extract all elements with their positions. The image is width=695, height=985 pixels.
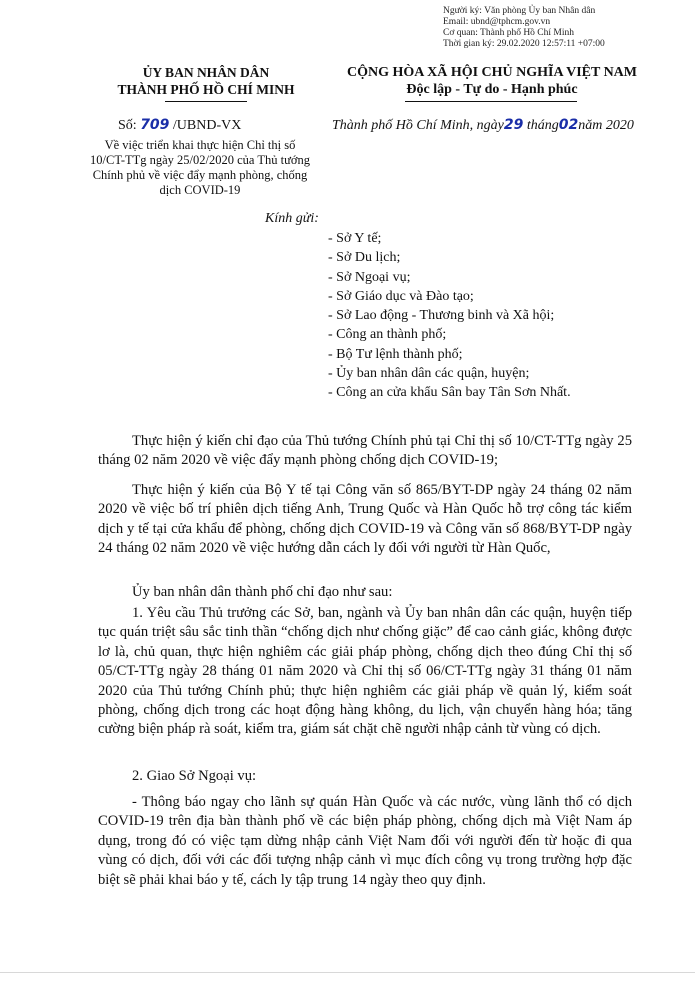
paragraph-item-2-heading	[98, 767, 632, 786]
date-prefix: Thành phố Hồ Chí Minh, ngày	[332, 118, 504, 133]
date-month-word: tháng	[526, 118, 559, 133]
doc-number-handwritten: 709	[140, 117, 170, 133]
date-day-handwritten: 29	[503, 117, 524, 133]
document-subject	[45, 138, 355, 198]
subject-line: Chính phủ về việc đẩy mạnh phòng, chống	[92, 168, 308, 182]
issuer-header	[88, 64, 324, 98]
recipient-item: - Sở Lao động - Thương binh và Xã hội;	[328, 308, 555, 324]
page-bottom-divider	[0, 972, 695, 973]
recipient-item: - Sở Y tế;	[328, 231, 382, 246]
national-title: CỘNG HÒA XÃ HỘI CHỦ NGHĨA VIỆT NAM	[346, 65, 637, 80]
recipient-item: - Công an cửa khẩu Sân bay Tân Sơn Nhất.	[328, 385, 571, 401]
body-paragraph: Thực hiện ý kiến của Bộ Y tế tại Công văn số 865/BYT-DP ngày 24 tháng 02 năm 2020 về việc bố trí phiên dịch tiếng Anh, Trung Quốc và Hàn Quốc hỗ trợ công tác kiểm dịch y tế tại cửa khẩu để phòng, chống dịch COVID-19 và Công văn số 868/BYT-DP ngày 24 tháng 02 năm 2020 về việc hướng dẫn cách ly đối với người từ Hàn Quốc,	[98, 482, 632, 557]
doc-number-prefix: Số:	[118, 118, 137, 133]
signer-agency: Cơ quan: Thành phố Hồ Chí Minh	[443, 28, 574, 38]
greeting: Kính gửi:	[265, 211, 319, 226]
paragraph-directive-basis	[98, 432, 632, 471]
date-month-handwritten: 02	[558, 117, 579, 133]
body-paragraph: 1. Yêu cầu Thủ trưởng các Sở, ban, ngành và Ủy ban nhân dân các quận, huyện tiếp tục quán triệt sâu sắc tinh thần “chống dịch như chống giặc” để cao cảnh giác, không được lơ là, chủ quan, thực hiện nghiêm các giải pháp phòng, chống dịch theo đúng Chỉ thị số 05/CT-TTg ngày 28 tháng 01 năm 2020 và Chỉ thị số 06/CT-TTg ngày 31 tháng 01 năm 2020 của Thủ tướng Chính phủ; thực hiện nghiêm các giải pháp về quản lý, kiểm soát phòng, chống dịch trong các hoạt động hàng không, du lịch, vận chuyển hàng hóa; tăng cường biện pháp rà soát, kiểm tra, giám sát chặt chẽ người nhập cảnh từ vùng có dịch.	[98, 605, 632, 738]
subject-line: Về việc triển khai thực hiện Chỉ thị số	[104, 138, 296, 152]
issue-date	[332, 117, 634, 134]
paragraph-item-1	[98, 604, 632, 740]
subject-line: 10/CT-TTg ngày 25/02/2020 của Thủ tướng	[90, 153, 310, 167]
issuer-line-2: THÀNH PHỐ HỒ CHÍ MINH	[117, 82, 295, 97]
recipient-item: - Sở Du lịch;	[328, 250, 401, 266]
issuer-underline	[165, 101, 247, 102]
motto-underline	[405, 101, 577, 102]
body-paragraph: - Thông báo ngay cho lãnh sự quán Hàn Quốc và các nước, vùng lãnh thổ có dịch COVID-19 trên địa bàn thành phố về các biện pháp phòng, chống dịch mà Việt Nam áp dụng, trong đó có việc tạm dừng nhập cảnh Việt Nam đối với người đến từ hoặc đi qua vùng có dịch, đối với các đối tượng nhập cảnh vì mục đích công vụ trong trường hợp đặc biệt sẽ phải khai báo y tế, cách ly tập trung 14 ngày theo quy định.	[98, 794, 632, 888]
signer-line: Người ký: Văn phòng Ủy ban Nhân dân	[443, 6, 596, 16]
paragraph-ministry-basis	[98, 481, 632, 559]
digital-signature-block	[443, 6, 605, 50]
paragraph-item-2-detail	[98, 793, 632, 890]
issuer-line-1: ỦY BAN NHÂN DÂN	[142, 65, 270, 80]
recipient-item: - Bộ Tư lệnh thành phố;	[328, 346, 463, 362]
body-paragraph: 2. Giao Sở Ngoại vụ:	[132, 768, 257, 784]
body-paragraph: Ủy ban nhân dân thành phố chỉ đạo như sau:	[132, 584, 393, 600]
recipient-item: - Sở Giáo dục và Đào tạo;	[328, 288, 474, 304]
national-motto: Độc lập - Tự do - Hạnh phúc	[406, 82, 578, 97]
document-number	[118, 117, 241, 134]
doc-number-suffix: /UBND-VX	[172, 118, 242, 133]
recipient-item: - Công an thành phố;	[328, 327, 447, 343]
recipient-list	[328, 229, 571, 403]
paragraph-directs	[98, 583, 632, 602]
national-header	[312, 64, 672, 98]
date-year: năm 2020	[578, 118, 634, 133]
signer-email: Email: ubnd@tphcm.gov.vn	[443, 17, 551, 27]
recipient-item: - Sở Ngoại vụ;	[328, 269, 411, 285]
body-paragraph: Thực hiện ý kiến chỉ đạo của Thủ tướng Chính phủ tại Chỉ thị số 10/CT-TTg ngày 25 tháng 02 năm 2020 về việc đẩy mạnh phòng chống dịch COVID-19;	[98, 433, 632, 469]
subject-line: dịch COVID-19	[159, 183, 241, 197]
signing-time: Thời gian ký: 29.02.2020 12:57:11 +07:00	[443, 39, 605, 49]
recipient-item: - Ủy ban nhân dân các quận, huyện;	[328, 366, 530, 382]
